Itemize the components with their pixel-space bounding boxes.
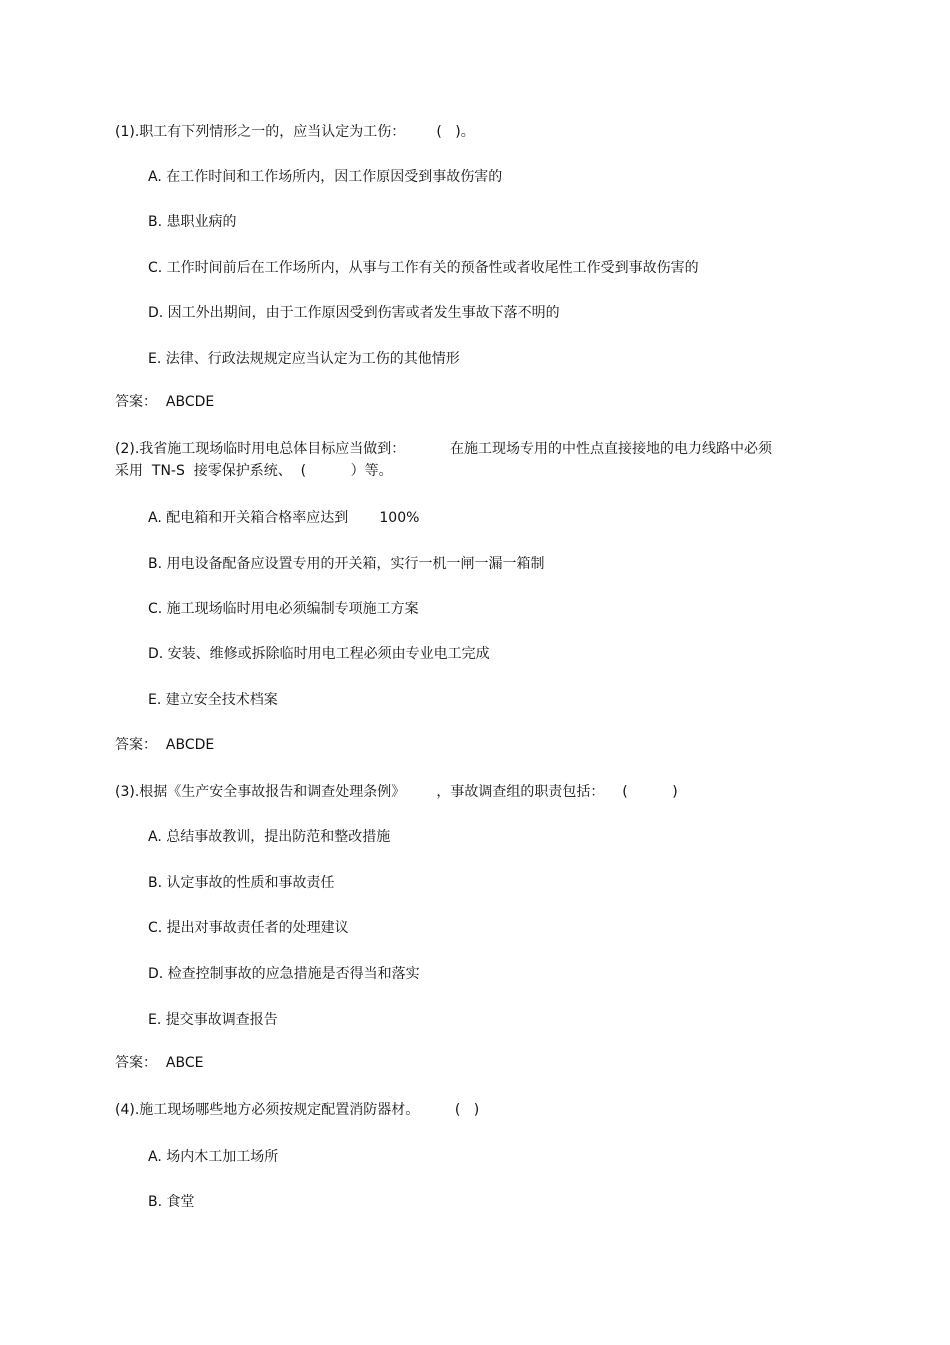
question-1-option-e: E. 法律、行政法规规定应当认定为工伤的其他情形	[148, 351, 460, 367]
question-4-option-b: B. 食堂	[148, 1194, 195, 1210]
question-2-option-c: C. 施工现场临时用电必须编制专项施工方案	[148, 601, 419, 617]
question-1-answer: 答案： ABCDE	[115, 394, 215, 410]
question-3-option-e: E. 提交事故调查报告	[148, 1012, 278, 1028]
question-2-answer: 答案： ABCDE	[115, 737, 215, 753]
question-1-option-d: D. 因工外出期间，由于工作原因受到伤害或者发生事故下落不明的	[148, 305, 560, 321]
question-1-stem: (1).职工有下列情形之一的，应当认定为工伤： ( )。	[115, 124, 475, 140]
question-2-option-a: A. 配电箱和开关箱合格率应达到 100%	[148, 510, 420, 526]
question-3-stem: (3).根据《生产安全事故报告和调查处理条例》 ，事故调查组的职责包括： ( )	[115, 784, 678, 800]
question-4-stem: (4).施工现场哪些地方必须按规定配置消防器材。 ( )	[115, 1102, 480, 1118]
question-3-option-a: A. 总结事故教训，提出防范和整改措施	[148, 829, 391, 845]
question-2-stem-part3: 采用 TN-S 接零保护系统、 ( ）等。	[115, 463, 393, 479]
question-1-option-c: C. 工作时间前后在工作场所内，从事与工作有关的预备性或者收尾性工作受到事故伤害的	[148, 260, 699, 276]
question-3-option-d: D. 检查控制事故的应急措施是否得当和落实	[148, 966, 420, 982]
question-2-option-d: D. 安装、维修或拆除临时用电工程必须由专业电工完成	[148, 646, 490, 662]
question-2-stem-part1: (2).我省施工现场临时用电总体目标应当做到：	[115, 441, 406, 457]
question-2-option-b: B. 用电设备配备应设置专用的开关箱，实行一机一闸一漏一箱制	[148, 556, 545, 572]
question-3-answer: 答案： ABCE	[115, 1055, 204, 1071]
question-3-option-c: C. 提出对事故责任者的处理建议	[148, 920, 349, 936]
question-3-option-b: B. 认定事故的性质和事故责任	[148, 875, 335, 891]
question-2-option-e: E. 建立安全技术档案	[148, 692, 278, 708]
question-1-option-b: B. 患职业病的	[148, 214, 237, 230]
question-1-option-a: A. 在工作时间和工作场所内，因工作原因受到事故伤害的	[148, 169, 503, 185]
question-2-stem-part2: 在施工现场专用的中性点直接接地的电力线路中必须	[450, 441, 772, 457]
question-4-option-a: A. 场内木工加工场所	[148, 1149, 279, 1165]
